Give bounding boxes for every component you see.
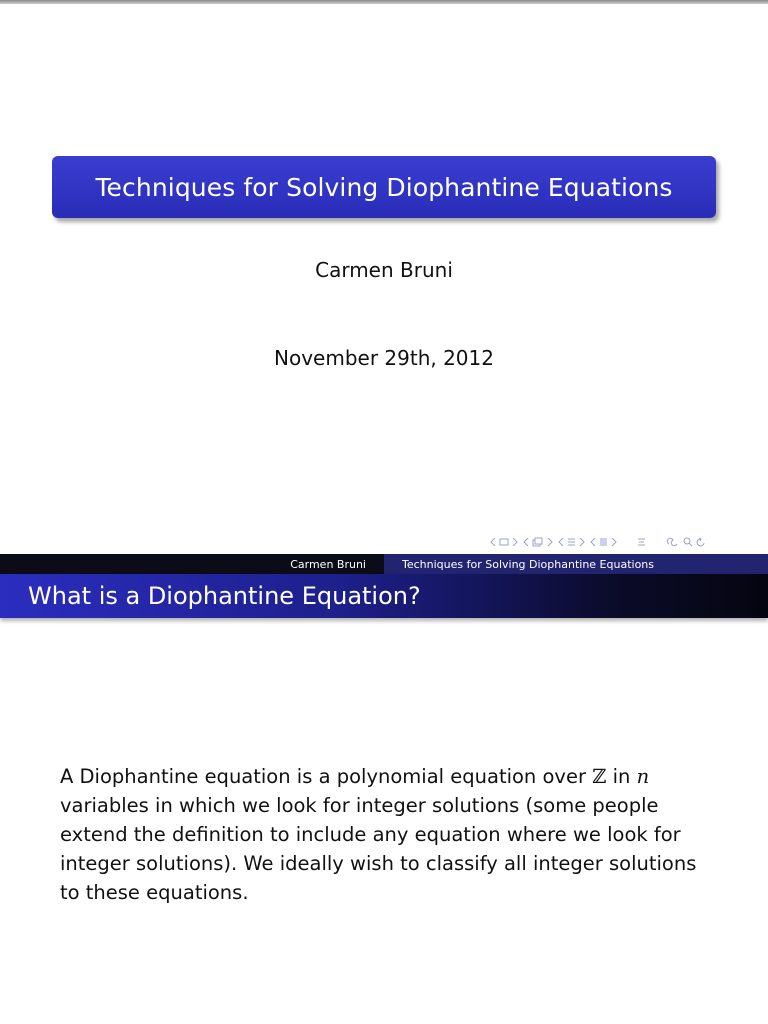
loop-icon — [666, 537, 680, 547]
frame-nav-group[interactable] — [490, 538, 518, 546]
nav-left-arrow-icon — [490, 538, 496, 546]
nav-left-arrow-icon — [523, 538, 529, 546]
integers-symbol: ℤ — [592, 765, 607, 788]
section-icon — [567, 537, 576, 547]
nav-right-arrow-icon — [512, 538, 518, 546]
align-icon[interactable] — [637, 537, 646, 547]
variable-n: n — [636, 765, 650, 788]
presentation-nav-group[interactable] — [590, 537, 617, 547]
subsection-icon — [532, 537, 544, 547]
beamer-navigation-bar — [490, 534, 765, 550]
search-loop-group[interactable] — [666, 537, 706, 547]
frame-title: What is a Diophantine Equation? — [28, 582, 421, 610]
nav-right-arrow-icon — [547, 538, 553, 546]
footline — [0, 554, 768, 574]
nav-right-arrow-icon — [579, 538, 585, 546]
presentation-date: November 29th, 2012 — [274, 346, 494, 370]
frame-title-bar — [0, 574, 768, 618]
subsection-nav-group[interactable] — [523, 537, 553, 547]
search-icon — [683, 537, 693, 547]
author-name: Carmen Bruni — [315, 258, 453, 282]
paragraph-text-2: in — [606, 765, 637, 788]
nav-left-arrow-icon — [590, 538, 596, 546]
paragraph-text-1: A Diophantine equation is a polynomial equation over — [60, 765, 593, 788]
nav-left-arrow-icon — [558, 538, 564, 546]
title-box — [52, 156, 716, 218]
definition-paragraph — [60, 762, 710, 907]
presentation-title: Techniques for Solving Diophantine Equations — [95, 172, 673, 202]
undo-icon — [696, 537, 706, 547]
title-slide — [0, 4, 768, 554]
section-nav-group[interactable] — [558, 537, 585, 547]
paragraph-text-3: variables in which we look for integer solutions (some people extend the definition to include any equation where we look for integer solutions). We ideally wish to classify all integer solutions to these equations. — [60, 794, 697, 904]
footline-title: Techniques for Solving Diophantine Equations — [384, 554, 768, 574]
section-icon — [599, 537, 608, 547]
frame-icon — [499, 538, 509, 546]
footline-author: Carmen Bruni — [0, 554, 384, 574]
nav-right-arrow-icon — [611, 538, 617, 546]
